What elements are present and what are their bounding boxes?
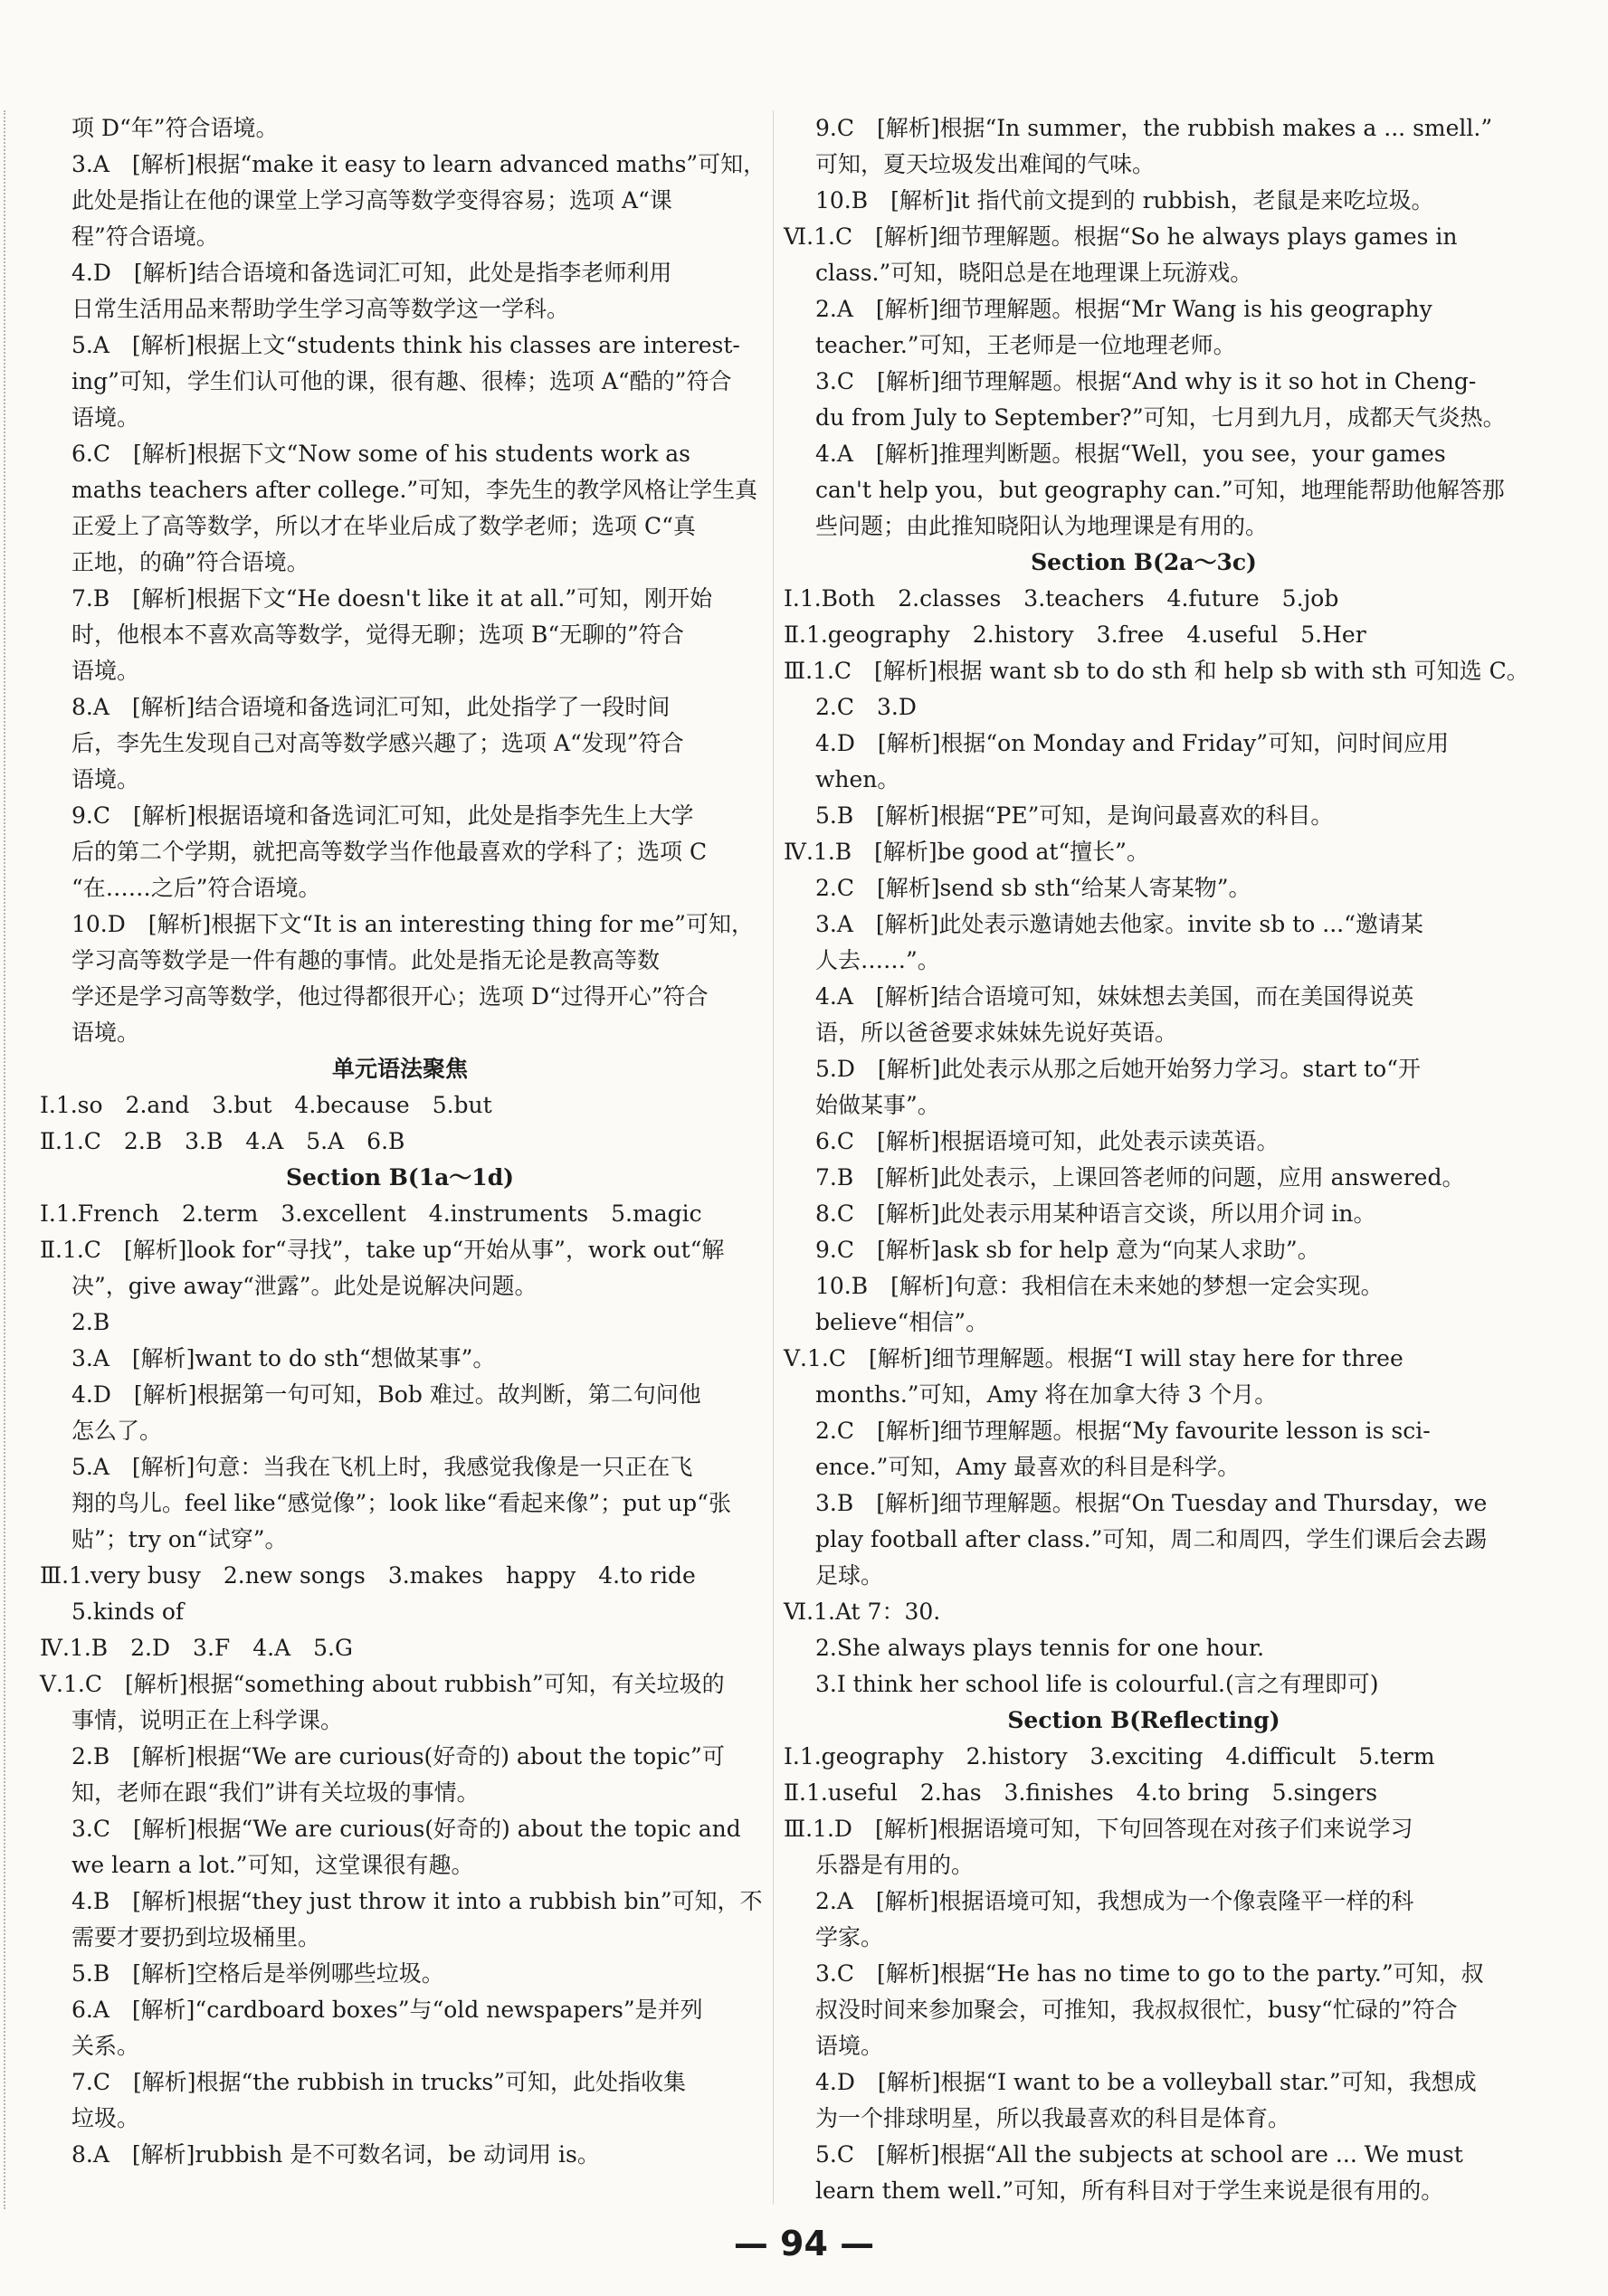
answer-line: 垃圾。 <box>71 2105 140 2131</box>
answer-line: when。 <box>815 766 900 792</box>
answer-line: 时，他根本不喜欢高等数学，觉得无聊；选项 B“无聊的”符合 <box>71 621 684 648</box>
answer-line: 2.She always plays tennis for one hour. <box>815 1635 1265 1661</box>
answer-line: 2.C [解析]send sb sth“给某人寄某物”。 <box>815 875 1251 901</box>
answer-line: 9.C [解析]根据“In summer，the rubbish makes a ... smell.” <box>815 115 1493 141</box>
answer-line: 3.A [解析]此处表示邀请她去他家。invite sb to ...“邀请某 <box>815 911 1423 937</box>
answer-line: 6.A [解析]“cardboard boxes”与“old newspapers”是并列 <box>71 1997 703 2023</box>
answer-line: 怎么了。 <box>71 1418 163 1444</box>
answer-line: 关系。 <box>71 2033 140 2059</box>
answer-line: 3.C [解析]根据“We are curious(好奇的) about the topic and <box>71 1816 741 1842</box>
binding-edge <box>4 110 14 2209</box>
answer-line: 些问题；由此推知晓阳认为地理课是有用的。 <box>815 513 1269 539</box>
answer-line: 始做某事”。 <box>815 1092 940 1118</box>
answer-line: 语境。 <box>71 1020 140 1046</box>
section-heading: 单元语法聚焦 <box>331 1056 468 1082</box>
answer-line: 10.B [解析]it 指代前文提到的 rubbish，老鼠是来吃垃圾。 <box>815 187 1434 213</box>
answer-line: 语境。 <box>71 404 140 431</box>
answer-line: 2.A [解析]细节理解题。根据“Mr Wang is his geography <box>815 296 1432 322</box>
answer-line: 5.B [解析]根据“PE”可知，是询问最喜欢的科目。 <box>815 802 1334 829</box>
answer-line: class.”可知，晓阳总是在地理课上玩游戏。 <box>815 260 1253 286</box>
answer-line: 8.A [解析]rubbish 是不可数名词，be 动词用 is。 <box>71 2141 600 2168</box>
answer-line: 5.kinds of <box>71 1599 185 1625</box>
answer-line: 5.C [解析]根据“All the subjects at school are ... We must <box>815 2141 1463 2168</box>
answer-line: 后，李先生发现自己对高等数学感兴趣了；选项 A“发现”符合 <box>71 730 684 756</box>
answer-line: 乐器是有用的。 <box>815 1852 975 1878</box>
answer-line: 翔的鸟儿。feel like“感觉像”；look like“看起来像”；put up“张 <box>71 1490 731 1516</box>
section-heading: Section B(1a～1d) <box>285 1164 515 1191</box>
answer-line: 为一个排球明星，所以我最喜欢的科目是体育。 <box>815 2105 1291 2131</box>
answer-line: Ⅲ.1.D [解析]根据语境可知，下句回答现在对孩子们来说学习 <box>784 1816 1413 1842</box>
answer-line: 贴”；try on“试穿”。 <box>71 1526 288 1552</box>
section-heading: Section B(2a～3c) <box>1031 549 1257 575</box>
answer-line: 2.B <box>71 1309 110 1335</box>
answer-line: Ⅰ.1.geography 2.history 3.exciting 4.difficult 5.term <box>784 1743 1435 1769</box>
answer-line: Ⅰ.1.Both 2.classes 3.teachers 4.future 5.job <box>784 585 1339 612</box>
page-number: — 94 — <box>733 2224 875 2263</box>
answer-line: 足球。 <box>815 1562 884 1589</box>
answer-line: 9.C [解析]根据语境和备选词汇可知，此处是指李先生上大学 <box>71 802 694 829</box>
answer-line: play football after class.”可知，周二和周四，学生们课后会去踢 <box>815 1526 1488 1552</box>
answer-line: 4.D [解析]根据第一句可知，Bob 难过。故判断，第二句问他 <box>71 1381 701 1408</box>
answer-line: 8.C [解析]此处表示用某种语言交谈，所以用介词 in。 <box>815 1200 1376 1227</box>
answer-line: 4.A [解析]结合语境可知，妹妹想去美国，而在美国得说英 <box>815 983 1414 1010</box>
answer-line: 7.C [解析]根据“the rubbish in trucks”可知，此处指收集 <box>71 2069 686 2095</box>
answer-line: 语境。 <box>71 766 140 792</box>
answer-line: 语境。 <box>71 658 140 684</box>
answer-line: 叔没时间来参加聚会，可推知，我叔叔很忙，busy“忙碌的”符合 <box>815 1997 1458 2023</box>
answer-line: 3.A [解析]根据“make it easy to learn advanced maths”可知， <box>71 151 766 177</box>
answer-line: “在……之后”符合语境。 <box>71 875 321 901</box>
answer-line: 6.C [解析]根据下文“Now some of his students work as <box>71 441 690 467</box>
answer-line: Ⅵ.1.At 7：30. <box>784 1599 941 1625</box>
answer-line: Ⅲ.1.very busy 2.new songs 3.makes happy 4.to ride <box>40 1562 696 1589</box>
answer-line: Ⅴ.1.C [解析]根据“something about rubbish”可知，有关垃圾的 <box>40 1671 725 1697</box>
answer-line: 2.C [解析]细节理解题。根据“My favourite lesson is sci- <box>815 1418 1431 1444</box>
answer-line: Ⅰ.1.so 2.and 3.but 4.because 5.but <box>40 1092 492 1118</box>
answer-line: 5.D [解析]此处表示从那之后她开始努力学习。start to“开 <box>815 1056 1422 1082</box>
answer-line: 3.A [解析]want to do sth“想做某事”。 <box>71 1345 496 1371</box>
answer-line: 此处是指让在他的课堂上学习高等数学变得容易；选项 A“课 <box>71 187 672 213</box>
answer-line: 正爱上了高等数学，所以才在毕业后成了数学老师；选项 C“真 <box>71 513 696 539</box>
left-column <box>40 110 766 2173</box>
answer-line: Ⅰ.1.French 2.term 3.excellent 4.instruments 5.magic <box>40 1200 702 1227</box>
answer-line: teacher.”可知，王老师是一位地理老师。 <box>815 332 1236 358</box>
answer-line: 需要才要扔到垃圾桶里。 <box>71 1924 321 1950</box>
answer-line: 语，所以爸爸要求妹妹先说好英语。 <box>815 1020 1178 1046</box>
answer-line: can't help you，but geography can.”可知，地理能帮助他解答那 <box>815 477 1505 503</box>
right-column <box>784 110 1529 2209</box>
column-divider <box>773 110 774 2205</box>
answer-line: 2.C 3.D <box>815 694 917 720</box>
answer-line: we learn a lot.”可知，这堂课很有趣。 <box>71 1852 474 1878</box>
answer-line: believe“相信”。 <box>815 1309 989 1335</box>
answer-line: 5.A [解析]根据上文“students think his classes are interest- <box>71 332 740 358</box>
answer-line: 程”符合语境。 <box>71 223 219 250</box>
answer-line: 学家。 <box>815 1924 884 1950</box>
answer-line: 4.D [解析]结合语境和备选词汇可知，此处是指李老师利用 <box>71 260 672 286</box>
answer-line: Ⅴ.1.C [解析]细节理解题。根据“I will stay here for three <box>784 1345 1403 1371</box>
answer-line: Ⅵ.1.C [解析]细节理解题。根据“So he always plays games in <box>784 223 1458 250</box>
answer-line: 2.A [解析]根据语境可知，我想成为一个像袁隆平一样的科 <box>815 1888 1414 1914</box>
answer-line: 7.B [解析]此处表示，上课回答老师的问题，应用 answered。 <box>815 1164 1465 1191</box>
answer-line: 7.B [解析]根据下文“He doesn't like it at all.”可知，刚开始 <box>71 585 713 612</box>
answer-line: 可知，夏天垃圾发出难闻的气味。 <box>815 151 1156 177</box>
answer-line: 语境。 <box>815 2033 884 2059</box>
answer-line: 日常生活用品来帮助学生学习高等数学这一学科。 <box>71 296 570 322</box>
answer-line: 人去……”。 <box>815 947 940 973</box>
answer-line: 学习高等数学是一件有趣的事情。此处是指无论是教高等数 <box>71 947 661 973</box>
answer-line: 3.C [解析]根据“He has no time to go to the party.”可知，叔 <box>815 1960 1484 1987</box>
answer-line: Ⅱ.1.C 2.B 3.B 4.A 5.A 6.B <box>40 1128 405 1154</box>
answer-line: 9.C [解析]ask sb for help 意为“向某人求助”。 <box>815 1237 1320 1263</box>
answer-line: 5.A [解析]句意：当我在飞机上时，我感觉我像是一只正在飞 <box>71 1454 693 1480</box>
answer-line: 决”，give away“泄露”。此处是说解决问题。 <box>71 1273 538 1299</box>
answer-line: 学还是学习高等数学，他过得都很开心；选项 D“过得开心”符合 <box>71 983 709 1010</box>
answer-line: 后的第二个学期，就把高等数学当作他最喜欢的学科了；选项 C <box>71 839 708 865</box>
answer-line: Ⅱ.1.geography 2.history 3.free 4.useful 5.Her <box>784 621 1366 648</box>
answer-line: du from July to September?”可知，七月到九月，成都天气炎热。 <box>815 404 1506 431</box>
answer-line: Ⅳ.1.B 2.D 3.F 4.A 5.G <box>40 1635 353 1661</box>
answer-line: Ⅱ.1.useful 2.has 3.finishes 4.to bring 5.singers <box>784 1779 1378 1806</box>
answer-line: months.”可知，Amy 将在加拿大待 3 个月。 <box>815 1381 1278 1408</box>
answer-line: 3.C [解析]细节理解题。根据“And why is it so hot in Cheng- <box>815 368 1477 394</box>
answer-line: 6.C [解析]根据语境可知，此处表示读英语。 <box>815 1128 1280 1154</box>
answer-line: ing”可知，学生们认可他的课，很有趣、很棒；选项 A“酷的”符合 <box>71 368 732 394</box>
answer-line: Ⅳ.1.B [解析]be good at“擅长”。 <box>784 839 1149 865</box>
answer-line: 2.B [解析]根据“We are curious(好奇的) about the topic”可 <box>71 1743 725 1769</box>
answer-line: 知，老师在跟“我们”讲有关垃圾的事情。 <box>71 1779 480 1806</box>
answer-line: 4.D [解析]根据“on Monday and Friday”可知，问时间应用 <box>815 730 1450 756</box>
answer-line: 正地，的确”符合语境。 <box>71 549 309 575</box>
answer-line: maths teachers after college.”可知，李先生的教学风格让学生真 <box>71 477 758 503</box>
answer-line: learn them well.”可知，所有科目对于学生来说是很有用的。 <box>815 2177 1444 2204</box>
answer-line: 10.B [解析]句意：我相信在未来她的梦想一定会实现。 <box>815 1273 1384 1299</box>
answer-line: Ⅲ.1.C [解析]根据 want sb to do sth 和 help sb with sth 可知选 C。 <box>784 658 1529 684</box>
answer-line: 4.D [解析]根据“I want to be a volleyball star.”可知，我想成 <box>815 2069 1477 2095</box>
section-heading: Section B(Reflecting) <box>1007 1707 1280 1733</box>
answer-line: 4.A [解析]推理判断题。根据“Well，you see，your games <box>815 441 1446 467</box>
answer-line: Ⅱ.1.C [解析]look for“寻找”，take up“开始从事”，work out“解 <box>40 1237 725 1263</box>
answer-line: 10.D [解析]根据下文“It is an interesting thing for me”可知， <box>71 911 754 937</box>
answer-line: 事情，说明正在上科学课。 <box>71 1707 344 1733</box>
answer-line: 5.B [解析]空格后是举例哪些垃圾。 <box>71 1960 444 1987</box>
answer-line: 8.A [解析]结合语境和备选词汇可知，此处指学了一段时间 <box>71 694 671 720</box>
answer-line: ence.”可知，Amy 最喜欢的科目是科学。 <box>815 1454 1241 1480</box>
answer-line: 4.B [解析]根据“they just throw it into a rubbish bin”可知，不 <box>71 1888 763 1914</box>
answer-line: 项 D“年”符合语境。 <box>71 115 279 141</box>
answer-line: 3.B [解析]细节理解题。根据“On Tuesday and Thursday，we <box>815 1490 1488 1516</box>
answer-line: 3.I think her school life is colourful.(言之有理即可) <box>815 1671 1379 1697</box>
